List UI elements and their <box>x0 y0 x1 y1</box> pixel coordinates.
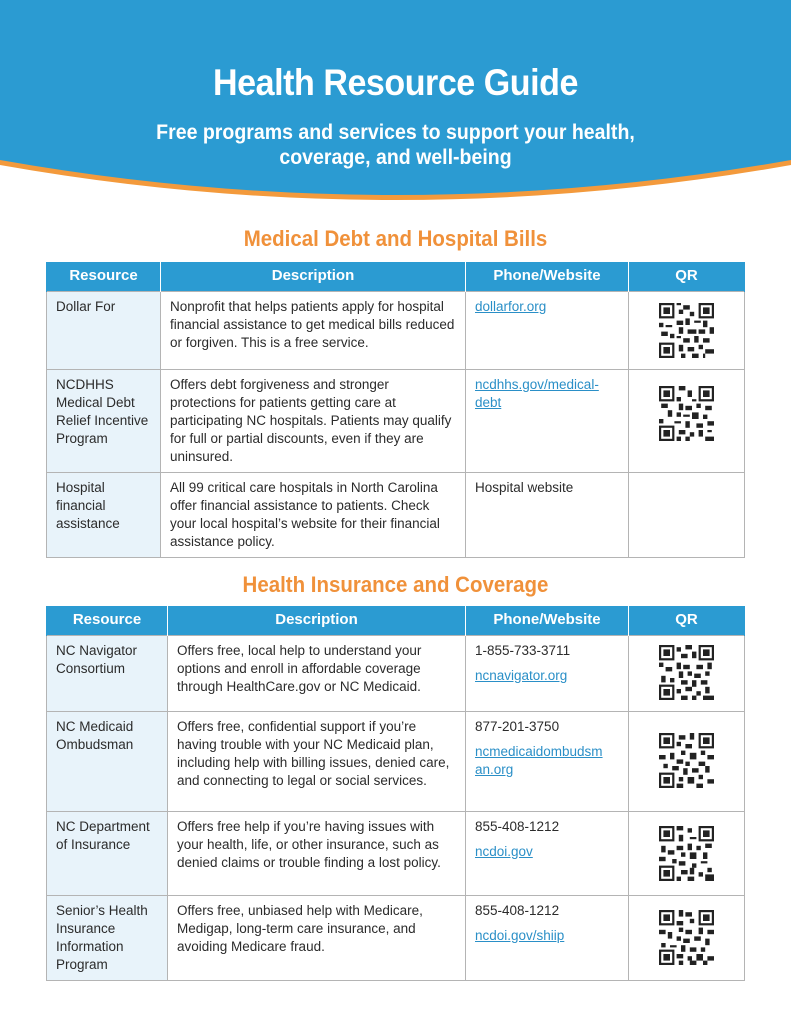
column-header-qr: QR <box>629 606 745 635</box>
resource-name: NC Medicaid Ombudsman <box>47 711 168 811</box>
contact-cell <box>466 711 629 811</box>
header-banner <box>0 0 791 205</box>
health-insurance-table <box>46 606 745 981</box>
qr-code-icon[interactable] <box>659 645 714 700</box>
qr-cell <box>629 291 745 369</box>
contact-cell <box>466 369 629 472</box>
column-header-phone-website: Phone/Website <box>466 262 629 291</box>
phone-number[interactable]: 855-408-1212 <box>475 818 560 834</box>
resource-description: Offers free help if you’re having issues with your health, life, or other insurance, such as denied claims or trouble finding a lost policy. <box>168 811 466 895</box>
contact-cell <box>466 635 629 711</box>
resource-name: NCDHHS Medical Debt Relief Incentive Program <box>47 369 161 472</box>
website-link[interactable]: dollarfor.org <box>475 298 547 314</box>
website-link[interactable]: ncdoi.gov <box>475 843 533 859</box>
section-title-health-insurance: Health Insurance and Coverage <box>242 572 549 597</box>
resource-name: Hospital financial assistance <box>47 472 161 557</box>
qr-code-icon[interactable] <box>659 910 714 965</box>
column-header-resource: Resource <box>47 606 168 635</box>
resource-description: Nonprofit that helps patients apply for hospital financial assistance to get medical bills reduced or forgiven. This is a free service. <box>161 291 466 369</box>
qr-cell <box>629 811 745 895</box>
contact-cell <box>466 291 629 369</box>
contact-cell <box>466 895 629 980</box>
resource-name: Dollar For <box>47 291 161 369</box>
qr-cell <box>629 369 745 472</box>
column-header-description: Description <box>161 262 466 291</box>
contact-cell <box>466 472 629 557</box>
subtitle-line-2: coverage, and well-being <box>279 146 512 169</box>
website-link[interactable]: ncnavigator.org <box>475 667 568 683</box>
qr-code-icon[interactable] <box>659 386 714 441</box>
resource-name: Senior’s Health Insurance Information Program <box>47 895 168 980</box>
table-row <box>47 369 745 472</box>
table-row <box>47 711 745 811</box>
table-row <box>47 291 745 369</box>
qr-code-icon[interactable] <box>659 826 714 881</box>
table-row <box>47 895 745 980</box>
column-header-resource: Resource <box>47 262 161 291</box>
website-link[interactable]: ncdhhs.gov/medical-debt <box>475 376 599 410</box>
page-subtitle <box>28 120 764 170</box>
table-header-row <box>47 606 745 635</box>
resource-name: NC Department of Insurance <box>47 811 168 895</box>
medical-debt-table <box>46 262 745 558</box>
qr-cell <box>629 635 745 711</box>
phone-number[interactable]: 855-408-1212 <box>475 902 560 918</box>
table-row <box>47 811 745 895</box>
subtitle-line-1: Free programs and services to support your health, <box>156 121 635 144</box>
section-title-medical-debt: Medical Debt and Hospital Bills <box>243 226 548 251</box>
table-header-row <box>47 262 745 291</box>
qr-code-icon[interactable] <box>659 303 714 358</box>
phone-number[interactable]: 877-201-3750 <box>475 718 560 734</box>
qr-cell <box>629 711 745 811</box>
table-row <box>47 635 745 711</box>
resource-name: NC Navigator Consortium <box>47 635 168 711</box>
resource-description: Offers debt forgiveness and stronger protections for patients getting care at participating NC hospitals. Patients may qualify for full or partial discounts, even if they are uninsured. <box>161 369 466 472</box>
website-link[interactable]: ncdoi.gov/shiip <box>475 927 565 943</box>
qr-cell <box>629 895 745 980</box>
contact-text: Hospital website <box>475 479 574 495</box>
phone-number[interactable]: 1-855-733-3711 <box>475 642 571 658</box>
resource-description: Offers free, local help to understand your options and enroll in affordable coverage through HealthCare.gov or NC Medicaid. <box>168 635 466 711</box>
qr-cell-empty <box>629 472 745 557</box>
resource-description: Offers free, confidential support if you’re having trouble with your NC Medicaid plan, including help with billing issues, denied care, and connecting to legal or social services. <box>168 711 466 811</box>
column-header-qr: QR <box>629 262 745 291</box>
website-link[interactable]: ncmedicaidombudsman.org <box>475 743 603 777</box>
resource-description: Offers free, unbiased help with Medicare, Medigap, long-term care insurance, and avoiding Medicare fraud. <box>168 895 466 980</box>
resource-description: All 99 critical care hospitals in North Carolina offer financial assistance to patients. Check your local hospital’s website for their financial assistance policy. <box>161 472 466 557</box>
contact-cell <box>466 811 629 895</box>
page-title: Health Resource Guide <box>213 62 578 103</box>
table-row <box>47 472 745 557</box>
qr-code-icon[interactable] <box>659 733 714 788</box>
column-header-phone-website: Phone/Website <box>466 606 629 635</box>
column-header-description: Description <box>168 606 466 635</box>
